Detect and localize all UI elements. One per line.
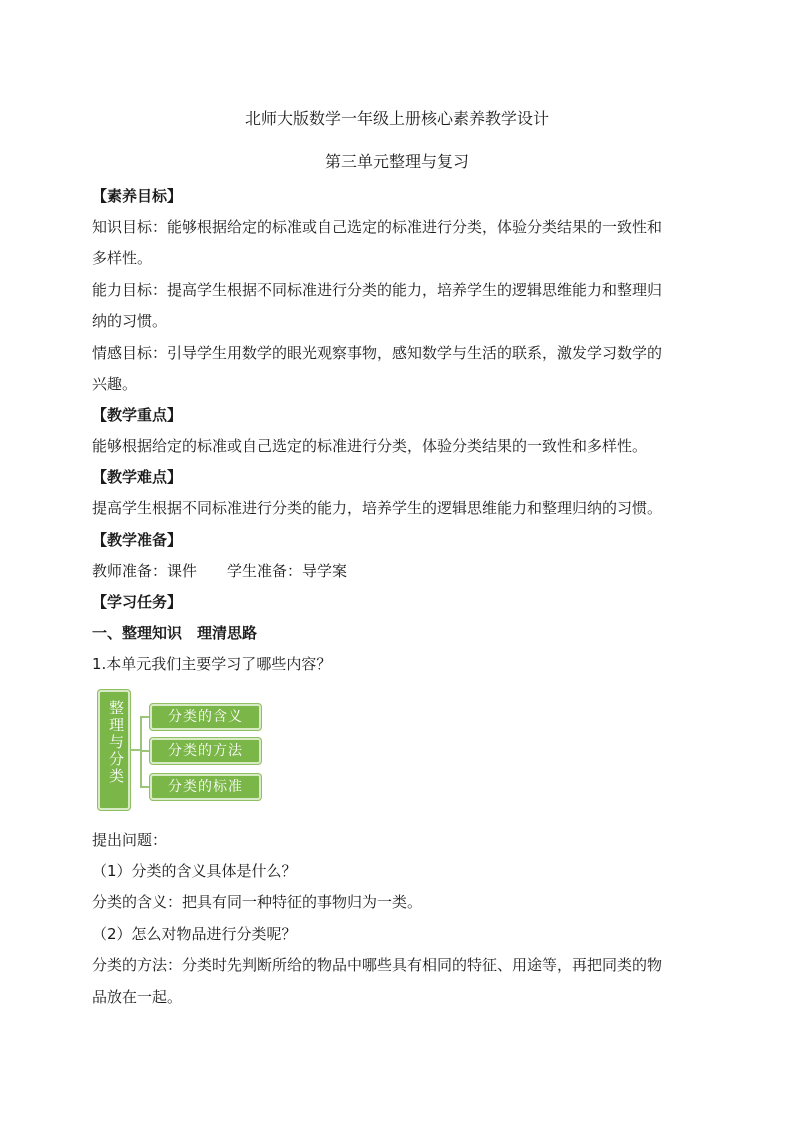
connector-line [140, 750, 150, 752]
document-subtitle: 第三单元整理与复习 [324, 152, 469, 171]
section-heading-tasks: 【学习任务】 [92, 593, 183, 611]
paragraph-line: 分类的含义：把具有同一种特征的事物归为一类。 [92, 893, 423, 911]
paragraph-line: （2）怎么对物品进行分类呢？ [92, 925, 297, 943]
paragraph-line: 提高学生根据不同标准进行分类的能力，培养学生的逻辑思维能力和整理归纳的习惯。 [92, 499, 663, 517]
diagram-node: 分类的方法 [150, 738, 261, 764]
concept-diagram [98, 690, 268, 810]
paragraph-line: 纳的习惯。 [92, 312, 168, 330]
paragraph-line: 教师准备：课件 学生准备：导学案 [92, 562, 348, 580]
paragraph-line: （1）分类的含义具体是什么？ [92, 862, 297, 880]
paragraph-line: 提出问题： [92, 831, 168, 849]
diagram-root-label: 整理与分类 [107, 700, 125, 785]
paragraph-line: 情感目标：引导学生用数学的眼光观察事物，感知数学与生活的联系，激发学习数学的 [92, 344, 663, 362]
paragraph-line: 兴趣。 [92, 375, 138, 393]
paragraph-line: 1.本单元我们主要学习了哪些内容？ [92, 655, 332, 673]
paragraph-line: 多样性。 [92, 249, 153, 267]
diagram-node: 分类的含义 [150, 704, 261, 730]
connector-line [140, 786, 150, 788]
paragraph-line: 知识目标：能够根据给定的标准或自己选定的标准进行分类，体验分类结果的一致性和 [92, 218, 663, 236]
section-heading-key-points: 【教学重点】 [92, 406, 183, 424]
connector-line [130, 749, 140, 751]
diagram-root-node [98, 690, 130, 810]
paragraph-line: 能力目标：提高学生根据不同标准进行分类的能力，培养学生的逻辑思维能力和整理归 [92, 281, 663, 299]
diagram-node: 分类的标准 [150, 774, 261, 800]
paragraph-line: 分类的方法：分类时先判断所给的物品中哪些具有相同的特征、用途等，再把同类的物 [92, 956, 663, 974]
section-heading-preparation: 【教学准备】 [92, 531, 183, 549]
document-title: 北师大版数学一年级上册核心素养教学设计 [244, 109, 549, 128]
section-heading-goals: 【素养目标】 [92, 187, 183, 205]
paragraph-line: 能够根据给定的标准或自己选定的标准进行分类，体验分类结果的一致性和多样性。 [92, 437, 648, 455]
connector-line [140, 716, 150, 718]
paragraph-line: 品放在一起。 [92, 988, 183, 1006]
section-heading-difficulties: 【教学难点】 [92, 468, 183, 486]
subsection-heading: 一、整理知识 理清思路 [92, 624, 258, 642]
